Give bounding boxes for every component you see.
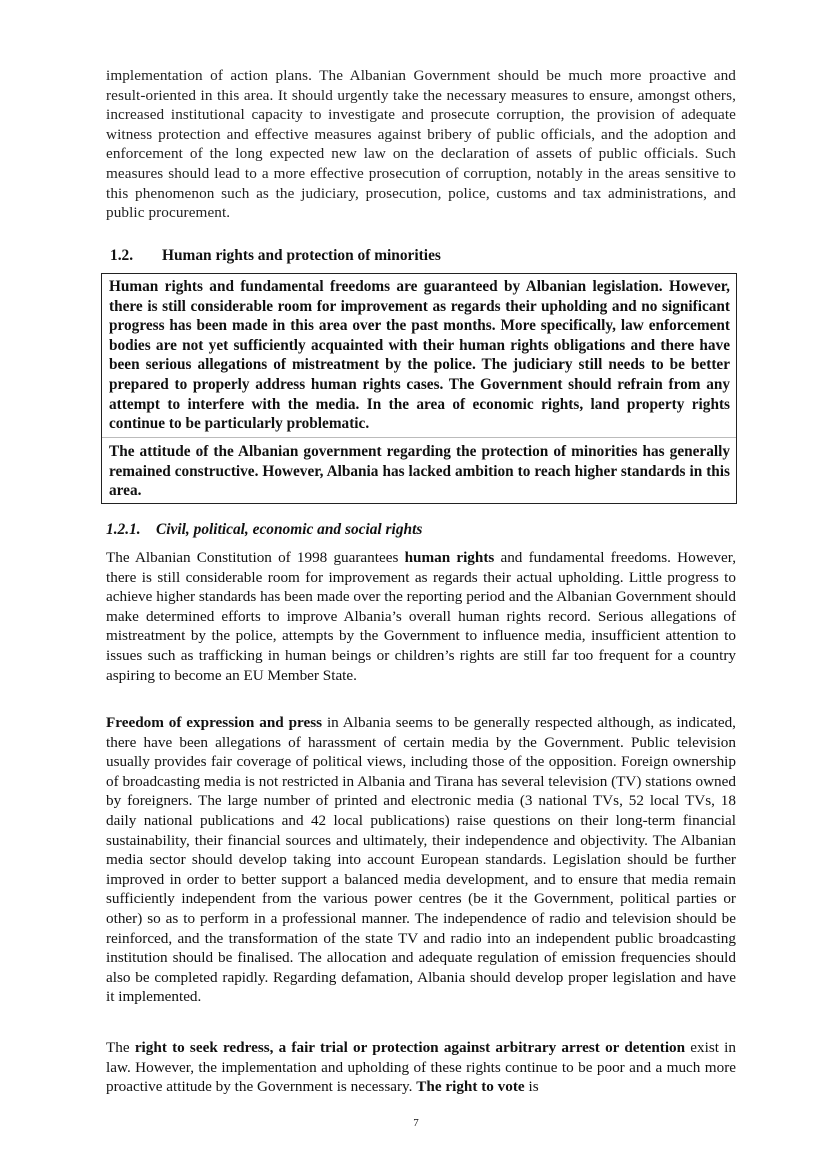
p3-bold-term-2: The right to vote — [416, 1078, 525, 1096]
p2-bold-term: Freedom of expression and press — [106, 714, 323, 731]
p2-text-post: in Albania seems to be generally respected although, as indicated, there have been allegations of harassment of certain media by the Government. Public television usually provides fair coverage of political views, including those of the opposition. Foreign ownership of broadcasting media is not restricted in Albania and Tirana has several television (TV) stations owned by foreigners. The large number of printed and electronic media (3 national TVs, 52 local TVs, 18 daily national publications and 42 local publications) raise questions on their long-term financial sustainability, their financial sources and ultimately, their independence and objectivity. The Albanian media sector should develop taking into account European standards. Legislation should be further improved in order to better support a balanced media development, and to ensure that media remain sufficiently independent from the various power centres (be it the Government, political parties or other) so as to perform in a professional manner. The independence of radio and television should be reinforced, and the transformation of the state TV and radio into an independent public broadcasting institution should be finalised. The allocation and adequate regulation of emission frequencies should also be completed rapidly. Regarding defamation, Albania should develop proper legislation and have it implemented. — [106, 714, 736, 1006]
subsection-heading — [106, 521, 422, 539]
body-paragraph-human-rights — [106, 548, 736, 685]
section-heading — [110, 247, 441, 265]
p3-text-pre: The — [106, 1039, 135, 1056]
summary-divider — [102, 437, 736, 438]
p3-bold-term-1: right to seek redress, a fair trial or protection against arbitrary arrest or detention — [134, 1039, 686, 1056]
p3-text-mid: exist in law. However, the implementation and upholding of these rights continue to be poor and a much more proactive attitude by the Government is necessary. — [106, 1039, 736, 1096]
summary-paragraph-2: The attitude of the Albanian government regarding the protection of minorities has generally remained constructive. However, Albania has lacked ambition to reach higher standards in this area. — [109, 443, 730, 500]
section-number: 1.2. — [110, 247, 134, 264]
body-paragraph-freedom-of-expression — [106, 713, 736, 1007]
summary-paragraph-1: Human rights and fundamental freedoms are guaranteed by Albanian legislation. However, there is still considerable room for improvement as regards their upholding and no significant progress has been made in this area over the past months. More specifically, law enforcement bodies are not yet sufficiently acquainted with their human rights obligations and there have been serious allegations of mistreatment by the police. The judiciary still needs to be better prepared to properly address human rights cases. The Government should refrain from any attempt to interfere with the media. In the area of economic rights, land property rights continue to be particularly problematic. — [109, 278, 730, 433]
p1-text-post: and fundamental freedoms. However, there is still considerable room for improvement as regards their actual upholding. Little progress to achieve higher standards has been made over the reporting period and the Albanian Government should make determined efforts to improve Albania’s overall human rights record. Serious allegations of mistreatment by the police, attempts by the Government to influence media, insufficient attention to issues such as trafficking in human beings or children’s rights are still far too frequent for a country aspiring to become an EU Member State. — [106, 549, 736, 684]
page-number: 7 — [413, 1117, 419, 1129]
p3-text-post: is — [524, 1078, 539, 1096]
section-title: Human rights and protection of minorities — [162, 247, 441, 264]
intro-paragraph: implementation of action plans. The Albanian Government should be much more proactive and result-oriented in this area. It should urgently take the necessary measures to ensure, amongst others, increased institutional capacity to investigate and prosecute corruption, the provision of adequate witness protection and effective measures against bribery of public officials, and the adoption and enforcement of the long expected new law on the declaration of assets of public officials. Such measures should lead to a more effective prosecution of corruption, notably in the areas sensitive to this phenomenon such as the judiciary, prosecution, police, customs and tax administrations, and public procurement. — [106, 67, 736, 222]
p1-text-pre: The Albanian Constitution of 1998 guarantees — [106, 549, 405, 566]
summary-box — [101, 273, 737, 504]
p1-bold-term: human rights — [404, 549, 495, 566]
body-paragraph-fair-trial — [106, 1038, 736, 1097]
subsection-title: Civil, political, economic and social rights — [156, 521, 423, 538]
subsection-number: 1.2.1. — [106, 521, 141, 538]
